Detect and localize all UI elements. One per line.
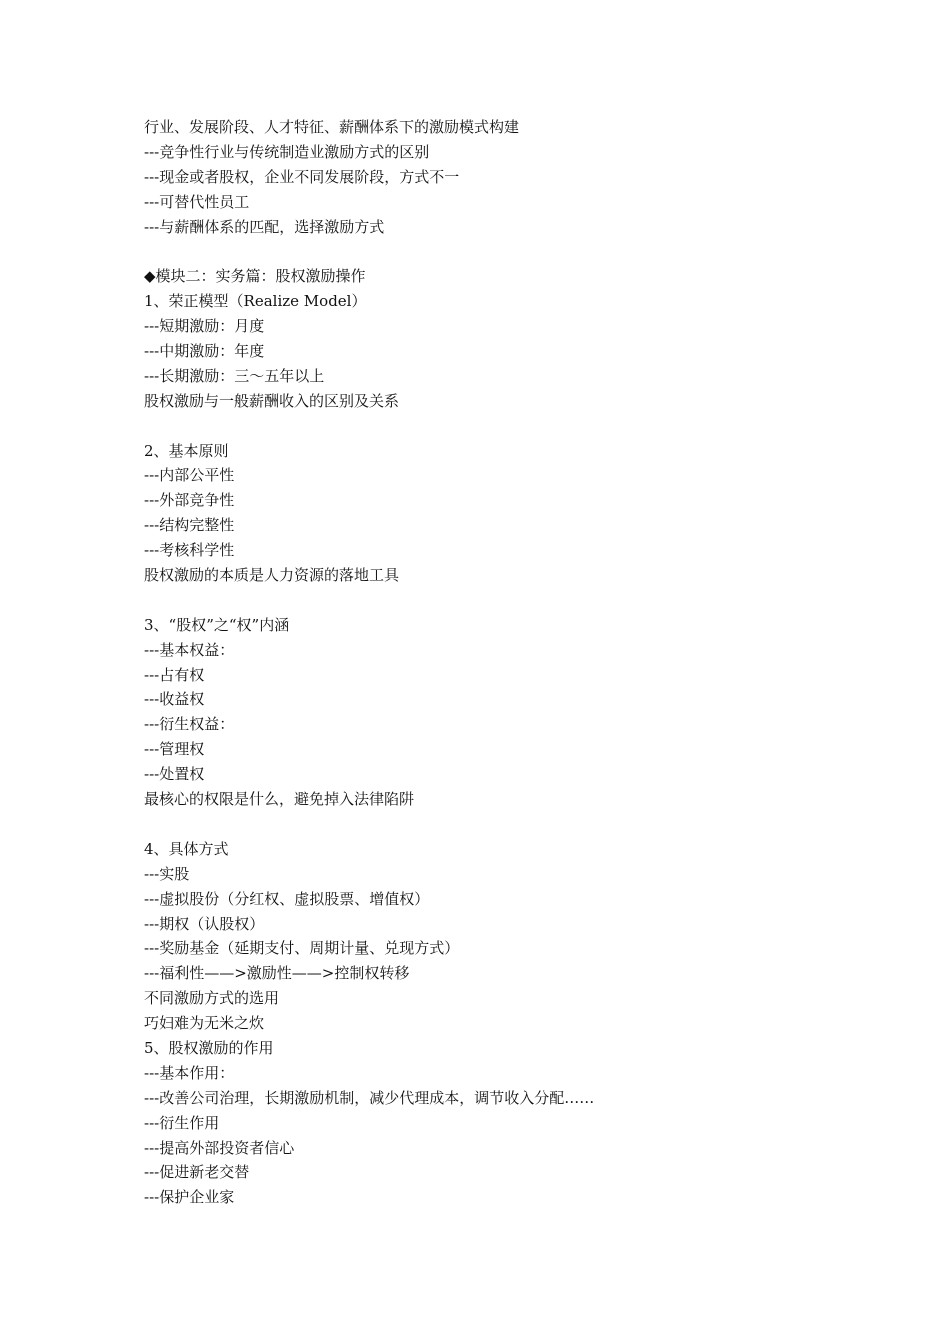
- blank-line: [144, 414, 844, 439]
- text-line: ◆模块二：实务篇：股权激励操作: [144, 267, 366, 286]
- text-line: ---短期激励：月度: [144, 317, 265, 336]
- text-line: ---福利性——>激励性——>控制权转移: [144, 964, 410, 983]
- blank-line: [144, 588, 844, 613]
- text-line: 最核心的权限是什么，避免掉入法律陷阱: [144, 790, 415, 809]
- text-line: 2、基本原则: [144, 441, 229, 460]
- text-line: 股权激励的本质是人力资源的落地工具: [144, 566, 400, 585]
- text-line: ---中期激励：年度: [144, 342, 265, 361]
- text-line: ---内部公平性: [144, 466, 235, 485]
- text-line: 3、“股权”之“权”内涵: [144, 615, 290, 634]
- text-line: 5、股权激励的作用: [144, 1038, 274, 1057]
- blank-line: [144, 812, 844, 837]
- text-line: ---衍生作用: [144, 1113, 220, 1132]
- blank-line: [144, 239, 844, 264]
- text-line: ---保护企业家: [144, 1188, 235, 1207]
- text-line: ---管理权: [144, 740, 205, 759]
- text-line: 股权激励与一般薪酬收入的区别及关系: [144, 391, 400, 410]
- text-line: ---外部竞争性: [144, 491, 235, 510]
- text-line: ---可替代性员工: [144, 192, 250, 211]
- text-line: ---收益权: [144, 690, 205, 709]
- text-line: ---改善公司治理，长期激励机制，减少代理成本，调节收入分配……: [144, 1088, 595, 1107]
- text-line: ---现金或者股权，企业不同发展阶段，方式不一: [144, 167, 460, 186]
- text-line: ---结构完整性: [144, 516, 235, 535]
- text-line: ---基本作用：: [144, 1063, 235, 1082]
- text-line: 行业、发展阶段、人才特征、薪酬体系下的激励模式构建: [144, 118, 520, 136]
- text-line: ---促进新老交替: [144, 1163, 250, 1182]
- text-line: ---考核科学性: [144, 541, 235, 560]
- text-line: ---期权（认股权）: [144, 914, 265, 933]
- text-line: ---奖励基金（延期支付、周期计量、兑现方式）: [144, 939, 460, 958]
- text-line: ---处置权: [144, 765, 205, 784]
- text-line: ---实股: [144, 864, 190, 883]
- text-line: 4、具体方式: [144, 839, 229, 858]
- text-line: ---虚拟股份（分红权、虚拟股票、增值权）: [144, 889, 430, 908]
- text-line: ---衍生权益：: [144, 715, 235, 734]
- text-line: 巧妇难为无米之炊: [144, 1014, 265, 1033]
- document-body: [144, 115, 844, 1210]
- text-line: 1、荣正模型（Realize Model）: [144, 292, 367, 311]
- text-line: ---与薪酬体系的匹配，选择激励方式: [144, 217, 385, 236]
- text-line: ---基本权益：: [144, 640, 235, 659]
- text-line: ---长期激励：三～五年以上: [144, 366, 325, 385]
- text-line: ---竞争性行业与传统制造业激励方式的区别: [144, 142, 430, 161]
- text-line: ---提高外部投资者信心: [144, 1138, 295, 1157]
- text-line: 不同激励方式的选用: [144, 989, 280, 1008]
- text-line: ---占有权: [144, 665, 205, 684]
